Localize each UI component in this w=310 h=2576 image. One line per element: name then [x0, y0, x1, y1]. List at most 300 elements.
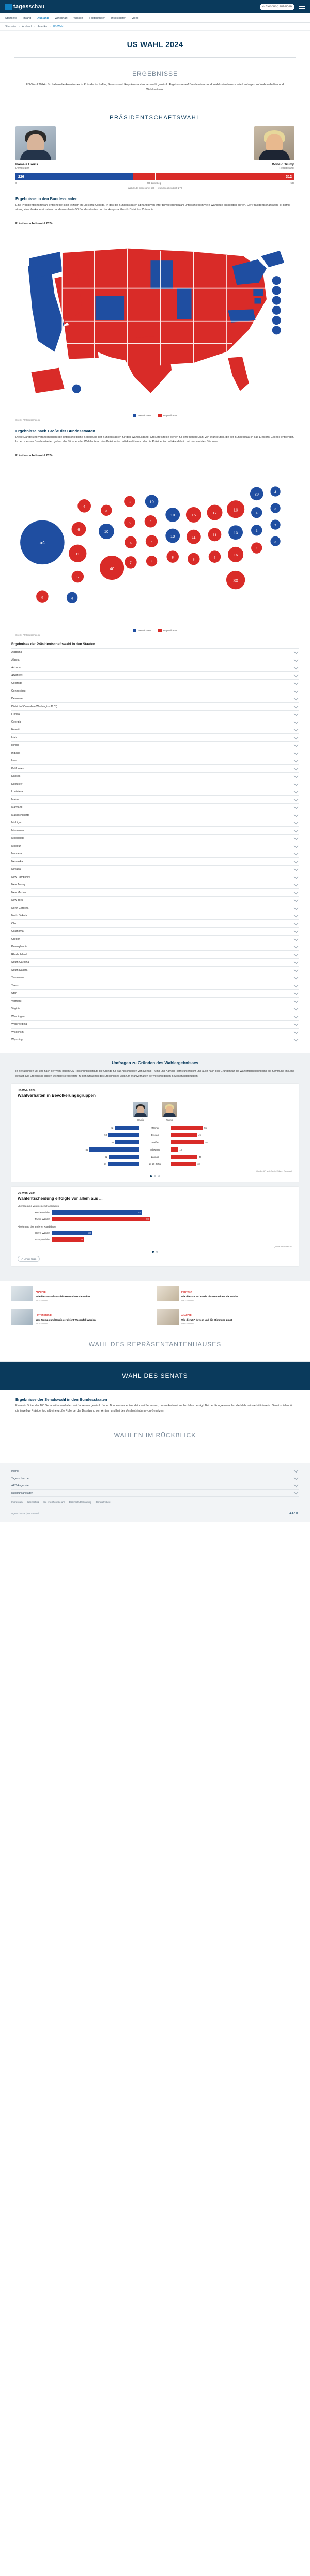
card1-right-name: Trump: [166, 1118, 173, 1122]
teaser-row-2: [0, 1304, 310, 1327]
state-row[interactable]: [11, 936, 299, 943]
state-row-label: Utah: [11, 992, 17, 995]
state-row[interactable]: [11, 780, 299, 788]
motive-value: 73: [146, 1218, 149, 1221]
president-heading: PRÄSIDENTSCHAFTSWAHL: [110, 115, 200, 121]
footer-link-impressum[interactable]: Impressum: [11, 1501, 23, 1504]
group-harris-value: 53: [104, 1133, 107, 1137]
chevron-down-icon: [294, 805, 298, 809]
card1-rows: [18, 1124, 292, 1168]
electoral-votes-harris: 226: [18, 175, 24, 179]
top-bar: [0, 0, 310, 13]
candidates-row: [0, 126, 310, 170]
card2-group2-rows: [18, 1230, 292, 1243]
nav-item-ausland[interactable]: Ausland: [37, 16, 49, 20]
logo-mark-icon: [5, 4, 12, 10]
svg-text:6: 6: [130, 541, 132, 545]
state-row[interactable]: [11, 920, 299, 928]
state-row-label: Idaho: [11, 736, 18, 740]
chevron-down-icon: [294, 999, 298, 1003]
chevron-down-icon: [294, 1030, 298, 1034]
results-intro: US-Wahl 2024 - So haben die Amerikaner in Präsidentschafts-, Senats- und Repräsentantenhauswahl gewählt. Ergebnisse auf Bundesstaat- und Wahlkreisebene sowie Umfragen zu Wahlverhalten und Wahlmotiven.: [26, 83, 284, 91]
footer-row-label: ARD-Angebote: [11, 1484, 29, 1488]
group-trump-value: 45: [198, 1133, 201, 1137]
chevron-down-icon: [294, 1006, 298, 1010]
state-row[interactable]: [11, 1029, 299, 1036]
section-text-states: Eine Präsidentschaftswahl entscheidet sich letztlich im Electoral College. In das die Bundesstaaten abhängig von ihrer Bevölkerungszahl unterschiedlich viele Wahlleute entsenden dürfen. Der Präsidentschaftswahl ist damit streng eine Kaskade einzelner Landeswahlen in 50 Bundesstaaten und im Hauptstadtbezirk District of Columbia.: [16, 204, 290, 212]
nav-item-startseite[interactable]: Startseite: [5, 16, 18, 20]
candidate-trump-photo: [254, 126, 295, 160]
state-row[interactable]: [11, 873, 299, 881]
svg-text:4: 4: [150, 560, 153, 564]
legend-rep-label: Republikaner: [163, 413, 177, 417]
group-trump-bar: [171, 1126, 203, 1130]
menu-icon[interactable]: [299, 5, 305, 9]
teaser-2[interactable]: [157, 1286, 299, 1302]
breadcrumb-separator: ›: [34, 25, 35, 28]
carousel2-dot-1[interactable]: [152, 1251, 154, 1253]
group-trump-bar: [171, 1162, 196, 1166]
card2-source: Quelle: AP VoteCast: [273, 1245, 292, 1248]
group-label: Männer: [151, 1126, 159, 1129]
state-row[interactable]: [11, 990, 299, 998]
svg-text:6: 6: [78, 527, 80, 532]
chevron-down-icon: [294, 890, 298, 894]
teaser-3-image: [11, 1309, 33, 1325]
state-row[interactable]: [11, 904, 299, 912]
candidate-harris: [16, 126, 78, 170]
chevron-down-icon: [294, 882, 298, 886]
chevron-down-icon: [294, 766, 298, 770]
state-row[interactable]: [11, 687, 299, 695]
chevron-down-icon: [294, 758, 298, 762]
state-row[interactable]: [11, 757, 299, 765]
svg-text:3: 3: [255, 529, 258, 533]
state-row[interactable]: [11, 656, 299, 664]
state-row-label: Louisiana: [11, 790, 23, 794]
band-retro: WAHLEN IM RÜCKBLICK: [0, 1418, 310, 1452]
teaser-1-text: Wie die USA auf Kurs blicken und wer sie wählte: [36, 1295, 90, 1298]
svg-text:3: 3: [41, 595, 43, 600]
state-row[interactable]: [11, 718, 299, 726]
state-row[interactable]: [11, 881, 299, 889]
footer-link-kontakt[interactable]: Sie erreichen Sie uns: [43, 1501, 65, 1504]
share-button[interactable]: [18, 1256, 40, 1262]
motive-row: [18, 1216, 292, 1222]
state-row[interactable]: [11, 680, 299, 687]
chevron-down-icon: [294, 1037, 298, 1041]
nav-item-video[interactable]: Video: [131, 16, 139, 20]
state-row[interactable]: [11, 773, 299, 780]
logo-light: schau: [28, 4, 45, 10]
state-row-label: Alaska: [11, 658, 20, 662]
state-row-label: New Mexico: [11, 891, 26, 895]
state-row[interactable]: [11, 866, 299, 873]
nav-item-investigativ[interactable]: Investigativ: [111, 16, 126, 20]
candidate-harris-name: Kamala Harris: [16, 163, 38, 166]
state-row[interactable]: [11, 982, 299, 990]
svg-text:54: 54: [39, 540, 45, 546]
bubble-source: Quelle: AP/tagesschau.de: [16, 634, 41, 637]
chevron-down-icon: [294, 960, 298, 964]
surveys-section: [0, 1053, 310, 1281]
state-row[interactable]: [11, 703, 299, 711]
state-row[interactable]: [11, 765, 299, 773]
state-row[interactable]: [11, 1005, 299, 1013]
footer-links: [0, 1497, 310, 1508]
surveys-text: In Befragungen vor und nach der Wahl haben US-Forschungsinstitute die Gründe für das Abschneiden von Donald Trump und Kamala Harris untersucht und auch nach den Gründen für die Wahlentscheidung und die Stimmung im Land gefragt. Die Ergebnisse lassen wichtige Kernbegriffe zu den Ursachen des Ergebnisses und zum Wahlverhalten der verschiedenen Bevölkerungsgruppen.: [16, 1070, 295, 1078]
state-row[interactable]: [11, 889, 299, 897]
state-row[interactable]: [11, 1036, 299, 1044]
carousel-dots-2[interactable]: [18, 1248, 292, 1253]
state-row-label: Florida: [11, 713, 20, 716]
senate-section-text: Etwa ein Drittel der 100 Senatssitze wird alle zwei Jahre neu gewählt. Jeder Bundesstaat entsendet zwei Senatoren, deren Amtszeit sechs Jahre beträgt. Bei der Kongresswahlen die Mehrheitsverhältnisse im Senat spielen für die jeweilige Präsidentschaft eine große Rolle bei der Besetzung von Ämtern und bei der Verabschiedung von Gesetzen.: [16, 1404, 293, 1413]
card1-left-name: Harris: [137, 1118, 144, 1122]
svg-text:19: 19: [233, 507, 238, 513]
share-icon: ↗: [21, 1258, 23, 1261]
svg-text:28: 28: [254, 492, 259, 497]
state-row-label: West Virginia: [11, 1023, 27, 1026]
footer-row-label: Rundfunkanstalten: [11, 1491, 33, 1495]
state-row[interactable]: [11, 912, 299, 920]
chevron-down-icon: [294, 828, 298, 832]
state-row[interactable]: [11, 672, 299, 680]
group-label: Latinos: [151, 1155, 159, 1158]
teaser-2-meta: vor 3 Stunden: [181, 1299, 194, 1302]
state-row-label: Texas: [11, 984, 19, 988]
trump-thumb: [162, 1102, 177, 1117]
state-row[interactable]: [11, 827, 299, 835]
chevron-down-icon: [294, 797, 298, 801]
logo-main: tages: [13, 4, 29, 10]
svg-text:4: 4: [255, 511, 258, 515]
group-row: [18, 1153, 292, 1160]
chevron-down-icon: [294, 781, 298, 786]
footer: [0, 1463, 310, 1522]
teaser-1-meta: vor 2 Stunden: [36, 1299, 48, 1302]
teaser-4-image: [157, 1309, 179, 1325]
card2-group1-label: Überzeugung von meinem Kandidaten: [18, 1205, 59, 1208]
state-row[interactable]: [11, 711, 299, 718]
chevron-down-icon: [294, 665, 298, 669]
svg-text:5: 5: [76, 575, 79, 579]
chevron-down-icon: [294, 696, 298, 700]
survey-card-motives: [11, 1187, 299, 1266]
state-row[interactable]: [11, 749, 299, 757]
breadcrumb-uswahl: US-Wahl: [53, 25, 64, 28]
majority-label: 270 zum Sieg: [146, 182, 161, 185]
state-row[interactable]: [11, 695, 299, 703]
state-row-label: Pennsylvania: [11, 945, 27, 949]
state-row-label: Mississippi: [11, 837, 25, 840]
card2-kicker: US-Wahl 2024: [18, 1192, 36, 1195]
majority-marker: [155, 173, 156, 180]
electoral-bar: [16, 173, 295, 180]
state-row[interactable]: [11, 951, 299, 959]
chevron-down-icon: [294, 1014, 298, 1018]
breadcrumb-ausland[interactable]: Ausland: [22, 25, 32, 28]
motive-row: [18, 1209, 292, 1216]
svg-text:15: 15: [191, 512, 196, 517]
state-row-label: Delaware: [11, 697, 23, 701]
senate-section-title: Ergebnisse der Senatswahl in den Bundesstaaten: [16, 1397, 107, 1402]
chevron-down-icon: [294, 673, 298, 677]
search-input[interactable]: [260, 4, 295, 10]
teaser-3[interactable]: [11, 1309, 153, 1325]
state-row[interactable]: [11, 850, 299, 858]
state-row[interactable]: [11, 819, 299, 827]
chevron-down-icon: [294, 750, 298, 755]
section-title-size: Ergebnisse nach Größe der Bundesstaaten: [16, 428, 95, 433]
teaser-2-text: Wie die USA auf Harris blicken und wer sie wählte: [181, 1295, 238, 1298]
group-harris-value: 52: [105, 1155, 108, 1158]
us-state-map-svg: [11, 227, 299, 410]
teaser-1-image: [11, 1286, 33, 1301]
state-row[interactable]: [11, 811, 299, 819]
state-row-label: Vermont: [11, 1000, 22, 1003]
motive-value: 30: [88, 1232, 91, 1235]
svg-text:4: 4: [83, 503, 86, 509]
ard-logo: ARD: [289, 1512, 299, 1516]
map-source: Quelle: AP/tagesschau.de: [16, 418, 41, 421]
group-harris-value: 41: [111, 1141, 114, 1144]
group-harris-bar: [109, 1155, 139, 1159]
state-row-label: Minnesota: [11, 829, 24, 833]
group-harris-bar: [89, 1147, 139, 1152]
chevron-down-icon: [294, 735, 298, 739]
state-row[interactable]: [11, 664, 299, 672]
chevron-down-icon: [294, 650, 298, 654]
chevron-down-icon: [294, 906, 298, 910]
legend-rep-label-2: Republikaner: [163, 629, 177, 632]
group-trump-value: 55: [204, 1126, 207, 1129]
carousel-dot-1[interactable]: [150, 1175, 152, 1177]
state-row[interactable]: [11, 928, 299, 936]
states-accordion: [11, 648, 299, 1044]
group-row: [18, 1160, 292, 1168]
state-row[interactable]: [11, 967, 299, 974]
group-label: Schwarze: [149, 1148, 161, 1151]
chevron-down-icon: [294, 952, 298, 956]
chevron-down-icon: [294, 944, 298, 948]
divider: [14, 57, 296, 58]
carousel-dot-3[interactable]: [158, 1175, 160, 1177]
motive-row: [18, 1236, 292, 1243]
state-row[interactable]: [11, 835, 299, 842]
carousel-dot-2[interactable]: [154, 1175, 156, 1177]
chevron-down-icon: [294, 921, 298, 925]
state-row-label: Oregon: [11, 938, 21, 941]
chevron-down-icon: [294, 774, 298, 778]
group-label: 18-29 Jahre: [148, 1162, 162, 1166]
footer-link-datenschutzerklaerung[interactable]: Datenschutzerklärung: [69, 1501, 91, 1504]
us-bubble-map[interactable]: [0, 458, 310, 627]
state-row-label: Arizona: [11, 666, 21, 670]
card1-title: Wahlverhalten in Bevölkerungsgruppen: [18, 1093, 96, 1098]
surveys-heading: Umfragen zu Gründen des Wahlergebnisses: [112, 1061, 198, 1066]
chevron-down-icon: [294, 688, 298, 693]
svg-text:3: 3: [274, 507, 276, 511]
state-row[interactable]: [11, 974, 299, 982]
group-label: Frauen: [151, 1133, 159, 1137]
legend-dem-label-2: Demokraten: [138, 629, 151, 632]
svg-text:30: 30: [233, 578, 238, 584]
state-row-label: North Dakota: [11, 914, 27, 918]
motive-bar: [52, 1217, 150, 1221]
results-heading: ERGEBNISSE: [132, 70, 178, 78]
footer-row-label: Inland: [11, 1469, 19, 1473]
legend-rep: [158, 414, 177, 417]
motive-bar: [52, 1237, 84, 1242]
group-trump-bar: [171, 1147, 178, 1152]
state-row-label: Massachusetts: [11, 814, 29, 817]
tagesschau-logo[interactable]: [5, 4, 44, 10]
carousel-dots[interactable]: [18, 1172, 292, 1177]
chevron-down-icon: [294, 983, 298, 987]
card1-source: Quelle: AP VoteCast / Edison Research: [256, 1170, 292, 1173]
chevron-down-icon: [294, 820, 298, 824]
group-row: [18, 1124, 292, 1131]
motive-bar: [52, 1210, 142, 1215]
group-harris-value: 86: [85, 1148, 88, 1151]
state-row-label: Kansas: [11, 775, 21, 778]
legend-dem: [133, 629, 151, 632]
state-row[interactable]: [11, 842, 299, 850]
chevron-down-icon: [294, 898, 298, 902]
state-row-label: South Carolina: [11, 961, 29, 964]
nav-item-wirtschaft[interactable]: Wirtschaft: [54, 16, 68, 20]
state-row[interactable]: [11, 1013, 299, 1021]
svg-text:11: 11: [212, 532, 217, 538]
state-row[interactable]: [11, 959, 299, 967]
state-row-label: Montana: [11, 852, 22, 856]
group-harris-bar: [109, 1133, 139, 1137]
state-row[interactable]: [11, 804, 299, 811]
page-title: US WAHL 2024: [127, 40, 183, 49]
chevron-down-icon: [294, 743, 298, 747]
electoral-caption: Wahlleute insgesamt: 538 — zum Sieg benötigt: 270: [128, 187, 182, 189]
chevron-down-icon: [294, 719, 298, 724]
group-trump-value: 43: [197, 1162, 200, 1166]
footer-row-label: Tagesschau.de: [11, 1477, 29, 1480]
nav-item-inland[interactable]: Inland: [23, 16, 32, 20]
svg-text:6: 6: [150, 540, 153, 544]
motive-value: 24: [80, 1238, 83, 1241]
carousel2-dot-2[interactable]: [156, 1251, 158, 1253]
state-row[interactable]: [11, 796, 299, 804]
svg-text:3: 3: [105, 509, 107, 513]
svg-text:6: 6: [129, 521, 131, 525]
footer-row-tagesschau[interactable]: [11, 1475, 299, 1482]
state-row[interactable]: [11, 943, 299, 951]
state-row-label: Missouri: [11, 845, 22, 848]
state-row[interactable]: [11, 726, 299, 734]
footer-row-rundfunkanstalten[interactable]: [11, 1490, 299, 1497]
state-row[interactable]: [11, 734, 299, 742]
chevron-down-icon: [294, 704, 298, 708]
teaser-4[interactable]: [157, 1309, 299, 1325]
chevron-down-icon: [294, 929, 298, 933]
share-label: Artikel teilen: [24, 1258, 37, 1261]
footer-row-ard-angebote[interactable]: [11, 1482, 299, 1490]
state-row-label: Nebraska: [11, 860, 23, 864]
state-row-label: District of Columbia (Washington D.C.): [11, 705, 57, 709]
chevron-down-icon: [294, 812, 298, 817]
svg-text:40: 40: [109, 565, 115, 571]
chevron-down-icon: [294, 913, 298, 917]
svg-text:16: 16: [233, 552, 238, 557]
state-row[interactable]: [11, 788, 299, 796]
state-row[interactable]: [11, 1021, 299, 1029]
svg-text:3: 3: [129, 500, 131, 504]
state-row-label: Indiana: [11, 752, 21, 755]
chevron-down-icon: [294, 937, 298, 941]
state-row-label: Maryland: [11, 806, 23, 809]
svg-text:19: 19: [171, 533, 175, 539]
chevron-down-icon: [294, 789, 298, 793]
state-row-label: Hawaii: [11, 728, 20, 732]
nav-item-wissen[interactable]: Wissen: [73, 16, 83, 20]
chevron-down-icon: [294, 1476, 298, 1480]
state-row[interactable]: [11, 649, 299, 656]
breadcrumb-separator: ›: [19, 25, 20, 28]
candidate-harris-photo: [16, 126, 56, 160]
footer-link-barrierefreiheit[interactable]: Barrierefreiheit: [95, 1501, 111, 1504]
survey-card-groups: [11, 1084, 299, 1182]
chevron-down-icon: [294, 859, 298, 863]
state-row[interactable]: [11, 897, 299, 904]
svg-text:9: 9: [213, 556, 216, 560]
state-row[interactable]: [11, 742, 299, 749]
breadcrumb: [0, 23, 310, 31]
group-row: [18, 1146, 292, 1153]
chevron-down-icon: [294, 1022, 298, 1026]
us-bubble-map-svg: [11, 459, 299, 625]
teaser-1[interactable]: [11, 1286, 153, 1302]
chevron-down-icon: [294, 968, 298, 972]
chevron-down-icon: [294, 975, 298, 979]
state-row-label: Kentucky: [11, 783, 23, 786]
footer-link-datenschutz[interactable]: Datenschutz: [26, 1501, 40, 1504]
candidate-trump-name: Donald Trump: [272, 163, 295, 166]
group-trump-bar: [171, 1133, 197, 1137]
group-trump-value: 57: [205, 1141, 208, 1144]
teaser-1-kicker: ANALYSE: [36, 1291, 46, 1294]
group-harris-bar: [115, 1140, 139, 1144]
chevron-down-icon: [294, 844, 298, 848]
electoral-votes-trump: 312: [286, 175, 292, 179]
group-row: [18, 1131, 292, 1139]
breadcrumb-amerika[interactable]: Amerika: [37, 25, 47, 28]
svg-text:10: 10: [104, 529, 109, 534]
us-state-map[interactable]: [0, 226, 310, 412]
nav-item-faktenfinder[interactable]: Faktenfinder: [89, 16, 105, 20]
card2-title: Wahlentscheidung erfolgte vor allem aus ...: [18, 1196, 103, 1201]
svg-text:4: 4: [71, 596, 73, 601]
motive-bar: [52, 1231, 92, 1235]
state-row[interactable]: [11, 998, 299, 1005]
state-row-label: Ohio: [11, 922, 17, 926]
state-row-label: Arkansas: [11, 674, 23, 678]
breadcrumb-startseite[interactable]: Startseite: [5, 25, 17, 28]
state-row-label: South Dakota: [11, 969, 28, 972]
state-row[interactable]: [11, 858, 299, 866]
footer-row-inland[interactable]: [11, 1468, 299, 1475]
search-icon: ⚲: [262, 5, 265, 9]
band-senate: WAHL DES SENATS: [0, 1361, 310, 1390]
electoral-bar-dem: [16, 173, 133, 180]
motive-value: 67: [138, 1211, 141, 1214]
